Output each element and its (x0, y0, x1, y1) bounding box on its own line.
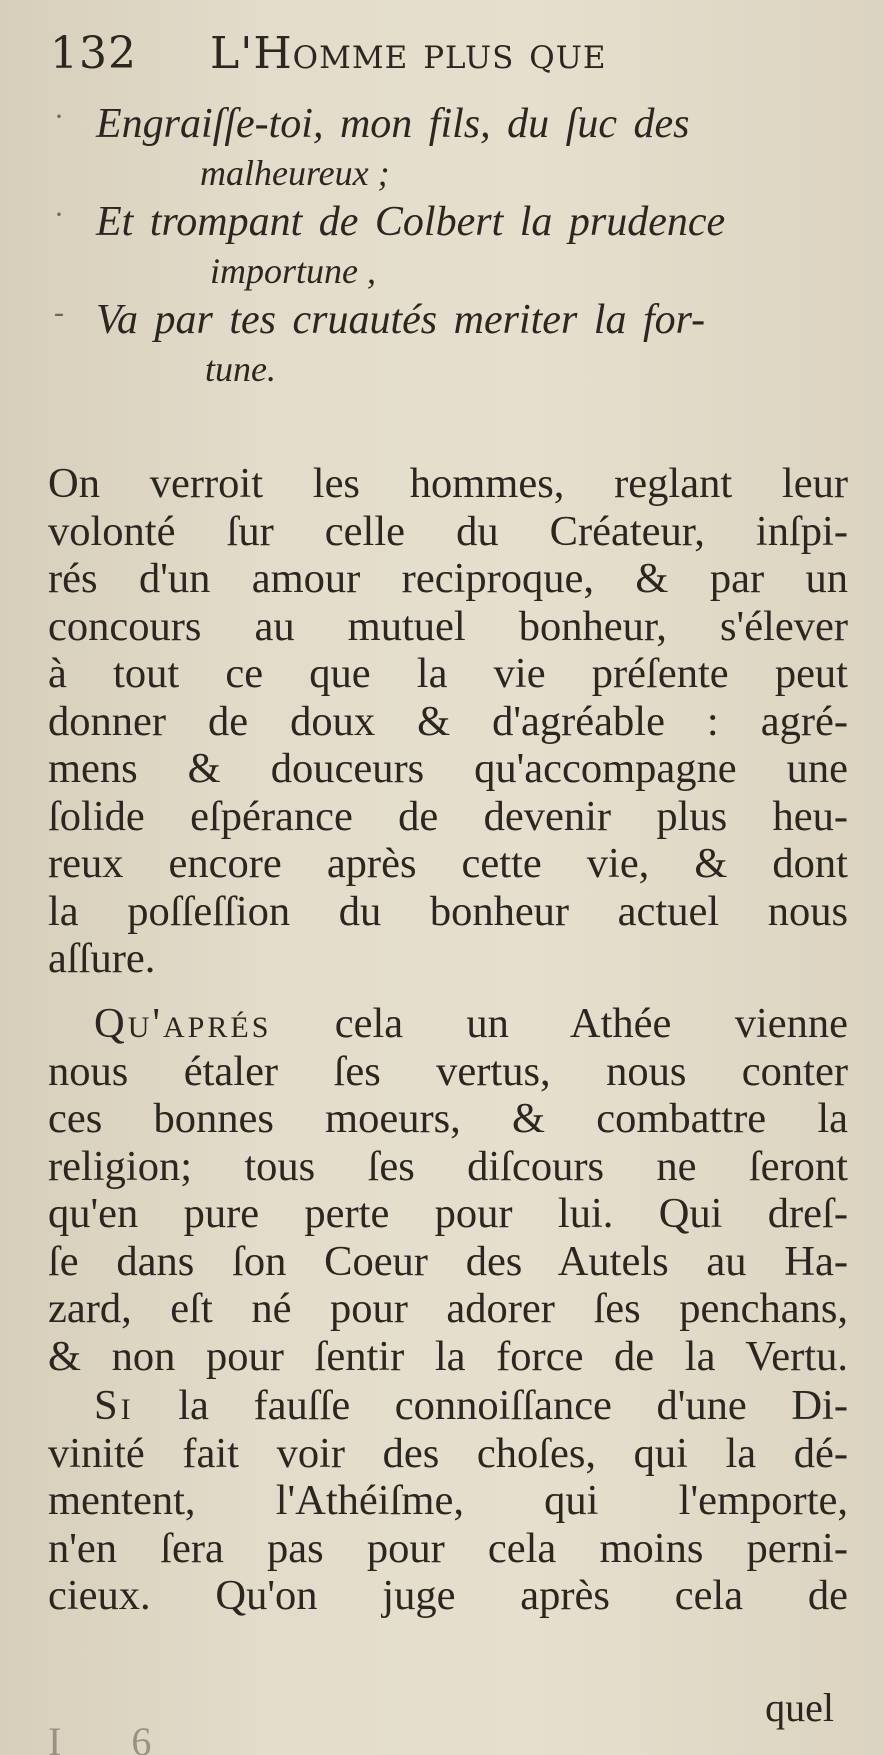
verse-line-3 (0, 296, 884, 390)
margin-mark: · (54, 198, 64, 231)
text-run: cela un Athée vienne (271, 1000, 848, 1047)
signature-mark: I 6 (48, 1719, 182, 1755)
paragraph-3 (48, 1382, 848, 1620)
text-line: vinité fait voir des choſes, qui la dé- (48, 1429, 848, 1477)
text-line: rés d'un amour reciproque, & par un (48, 555, 848, 602)
text-line: qu'en pure perte pour lui. Qui dreſ- (48, 1190, 848, 1237)
text-line: religion; tous ſes diſcours ne ſeront (48, 1142, 848, 1190)
text-line: ces bonnes moeurs, & combattre la (48, 1095, 848, 1142)
catchword: quel (765, 1685, 834, 1730)
small-caps-lead: Qu'aprés (94, 1000, 272, 1047)
text-line: volonté ſur celle du Créateur, inſpi- (48, 507, 848, 555)
margin-mark: · (54, 100, 64, 133)
text-line: donner de doux & d'agréable : agré- (48, 697, 848, 745)
text-line: mens & douceurs qu'accompagne une (48, 745, 848, 792)
text-line: nous étaler ſes vertus, nous conter (48, 1047, 848, 1095)
text-line: à tout ce que la vie préſente peut (48, 650, 848, 697)
text-line (48, 1382, 848, 1430)
margin-mark: - (54, 296, 64, 329)
text-line: cieux. Qu'on juge après cela de (48, 1572, 848, 1619)
text-line: la poſſeſſion du bonheur actuel nous (48, 887, 848, 935)
text-line (48, 1000, 848, 1048)
text-line: mentent, l'Athéiſme, qui l'emporte, (48, 1477, 848, 1524)
small-caps-lead: Si (94, 1382, 134, 1429)
verse-continuation: malheureux ; (200, 153, 390, 193)
paragraph-2 (48, 1000, 848, 1380)
running-title: L'Homme plus que (210, 28, 607, 79)
verse-continuation: importune , (210, 251, 376, 291)
text-line: zard, eſt né pour adorer ſes penchans, (48, 1285, 848, 1332)
verse-text: Engraiſſe-toi, mon fils, du ſuc des (96, 101, 690, 147)
text-line: reux encore après cette vie, & dont (48, 840, 848, 887)
verse-continuation: tune. (205, 349, 276, 389)
text-line: ſe dans ſon Coeur des Autels au Ha- (48, 1237, 848, 1285)
page-number: 132 (50, 28, 137, 79)
verse-line-1 (0, 100, 884, 194)
page-header (50, 28, 850, 79)
text-line: concours au mutuel bonheur, s'élever (48, 602, 848, 650)
verse-text: Va par tes cruautés meriter la for- (96, 297, 706, 343)
verse-line-2 (0, 198, 884, 292)
text-run: la fauſſe connoiſſance d'une Di- (133, 1382, 848, 1429)
text-line: On verroit les hommes, reglant leur (48, 460, 848, 507)
text-line: n'en ſera pas pour cela moins perni- (48, 1524, 848, 1572)
text-line: & non pour ſentir la force de la Vertu. (48, 1332, 848, 1380)
text-line: ſolide eſpérance de devenir plus heu- (48, 792, 848, 840)
verse-text: Et trompant de Colbert la prudence (96, 199, 726, 245)
text-line: aſſure. (48, 935, 156, 982)
paragraph-1 (48, 460, 848, 983)
